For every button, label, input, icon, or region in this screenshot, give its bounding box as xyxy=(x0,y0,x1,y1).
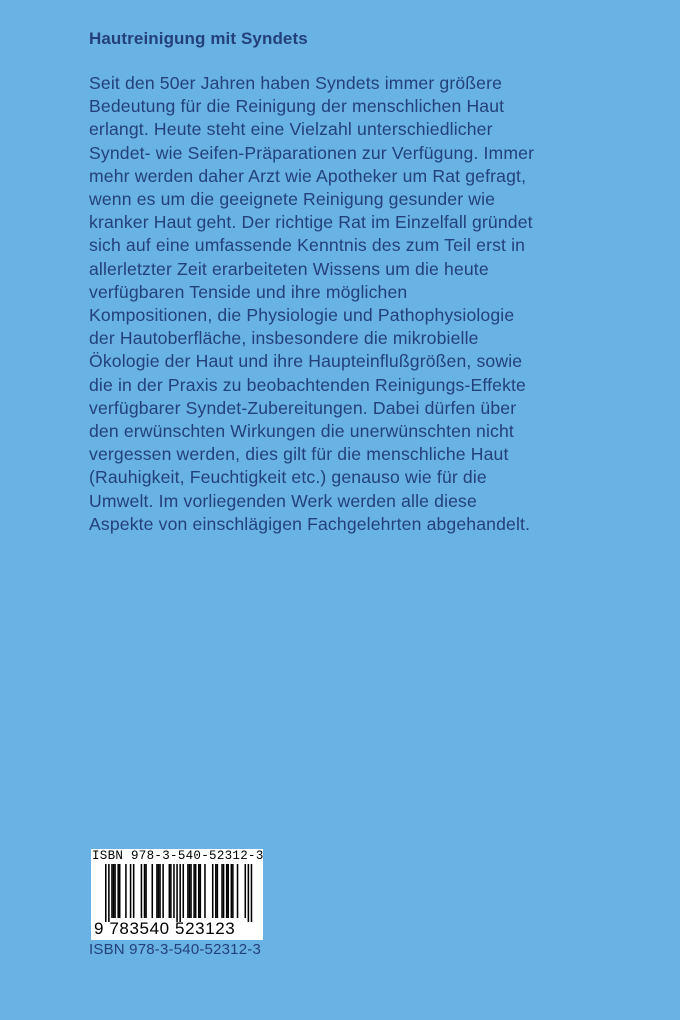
barcode-bar xyxy=(212,864,214,918)
barcode-bar xyxy=(145,864,147,918)
barcode-bar xyxy=(130,864,132,918)
blurb-line: Kompositionen, die Physiologie und Pathophysiologie xyxy=(89,305,515,326)
blurb-line: Syndet- wie Seifen-Präparationen zur Verfügung. Immer xyxy=(89,142,535,163)
barcode-digits: 9 783540 523123 xyxy=(94,919,236,938)
blurb-line: Umwelt. Im vorliegenden Werk werden alle diese xyxy=(89,490,477,511)
barcode-bar xyxy=(156,864,158,918)
barcode-bar xyxy=(183,864,185,918)
barcode-bar xyxy=(232,864,234,918)
barcode-bar xyxy=(198,864,200,918)
barcode-bar xyxy=(159,864,161,918)
blurb-paragraph xyxy=(89,72,569,536)
barcode-bar xyxy=(117,864,119,918)
isbn-barcode xyxy=(91,849,263,940)
barcode-bar xyxy=(190,864,192,918)
blurb-line: sich auf eine umfassende Kenntnis des zum Teil erst in xyxy=(89,235,526,256)
blurb-line: (Rauhigkeit, Feuchtigkeit etc.) genauso wie für die xyxy=(89,467,487,488)
barcode-bar xyxy=(158,864,160,918)
barcode-bar xyxy=(231,864,233,918)
blurb-line: allerletzter Zeit erarbeiteten Wissens um die heute xyxy=(89,258,489,279)
blurb-line: verfügbarer Syndet-Zubereitungen. Dabei dürfen über xyxy=(89,397,517,418)
blurb-line: Ökologie der Haut und ihre Haupteinflußgrößen, sowie xyxy=(89,351,523,372)
barcode-bar xyxy=(144,864,146,918)
isbn-barcode-header: ISBN 978-3-540-52312-3 xyxy=(92,849,264,863)
barcode-bar xyxy=(125,864,127,918)
blurb-line: Seit den 50er Jahren haben Syndets immer größere xyxy=(89,73,503,93)
barcode-guard-bar xyxy=(248,864,250,922)
blurb-line: Aspekte von einschlägigen Fachgelehrten abgehandelt. xyxy=(89,513,531,534)
blurb-line: den erwünschten Wirkungen die unerwünschten nicht xyxy=(89,421,514,442)
barcode-bar xyxy=(193,864,195,918)
barcode-bar xyxy=(189,864,191,918)
barcode-bar xyxy=(195,864,197,918)
barcode-bar xyxy=(141,864,143,918)
barcode-bar xyxy=(162,864,164,918)
barcode-bar xyxy=(169,864,171,918)
blurb-line: mehr werden daher Arzt wie Apotheker um Rat gefragt, xyxy=(89,165,527,186)
barcode-bar xyxy=(152,864,154,918)
barcode-guard-bar xyxy=(105,864,107,922)
barcode-bar xyxy=(200,864,202,918)
barcode-bar xyxy=(226,864,228,918)
barcode-bar xyxy=(187,864,189,918)
blurb-line: die in der Praxis zu beobachtenden Reinigungs-Effekte xyxy=(89,374,526,395)
barcode-bar xyxy=(227,864,229,918)
book-title: Hautreinigung mit Syndets xyxy=(89,29,308,48)
barcode-guard-bar xyxy=(251,864,253,922)
barcode-bar xyxy=(114,864,116,918)
barcode-guard-bar xyxy=(179,864,181,922)
barcode-bar xyxy=(215,864,217,918)
blurb-line: erlangt. Heute steht eine Vielzahl unterschiedlicher xyxy=(89,119,493,140)
barcode-bar xyxy=(111,864,113,918)
barcode-guard-bar xyxy=(108,864,110,922)
blurb-line: der Hautoberfläche, insbesondere die mikrobielle xyxy=(89,328,479,349)
blurb-line: Bedeutung für die Reinigung der menschlichen Haut xyxy=(89,96,505,117)
barcode-bar xyxy=(204,864,206,918)
blurb-line: kranker Haut geht. Der richtige Rat im Einzelfall gründet xyxy=(89,212,533,233)
barcode-bar xyxy=(170,864,172,918)
barcode-bar xyxy=(133,864,135,918)
barcode-bar xyxy=(237,864,239,918)
blurb-line: vergessen werden, dies gilt für die menschliche Haut xyxy=(89,444,509,465)
barcode-bar xyxy=(119,864,121,918)
blurb-line: wenn es um die geeignete Reinigung gesunder wie xyxy=(89,189,496,210)
barcode-bar xyxy=(173,864,175,918)
barcode-bar xyxy=(245,864,247,918)
barcode-bar xyxy=(221,864,223,918)
isbn-caption: ISBN 978-3-540-52312-3 xyxy=(89,941,262,958)
barcode-bars xyxy=(91,862,263,922)
barcode-bar xyxy=(217,864,219,918)
barcode-bar xyxy=(113,864,115,918)
blurb-line: verfügbaren Tenside und ihre möglichen xyxy=(89,281,408,302)
barcode-guard-bar xyxy=(176,864,178,922)
barcode-bar xyxy=(223,864,225,918)
